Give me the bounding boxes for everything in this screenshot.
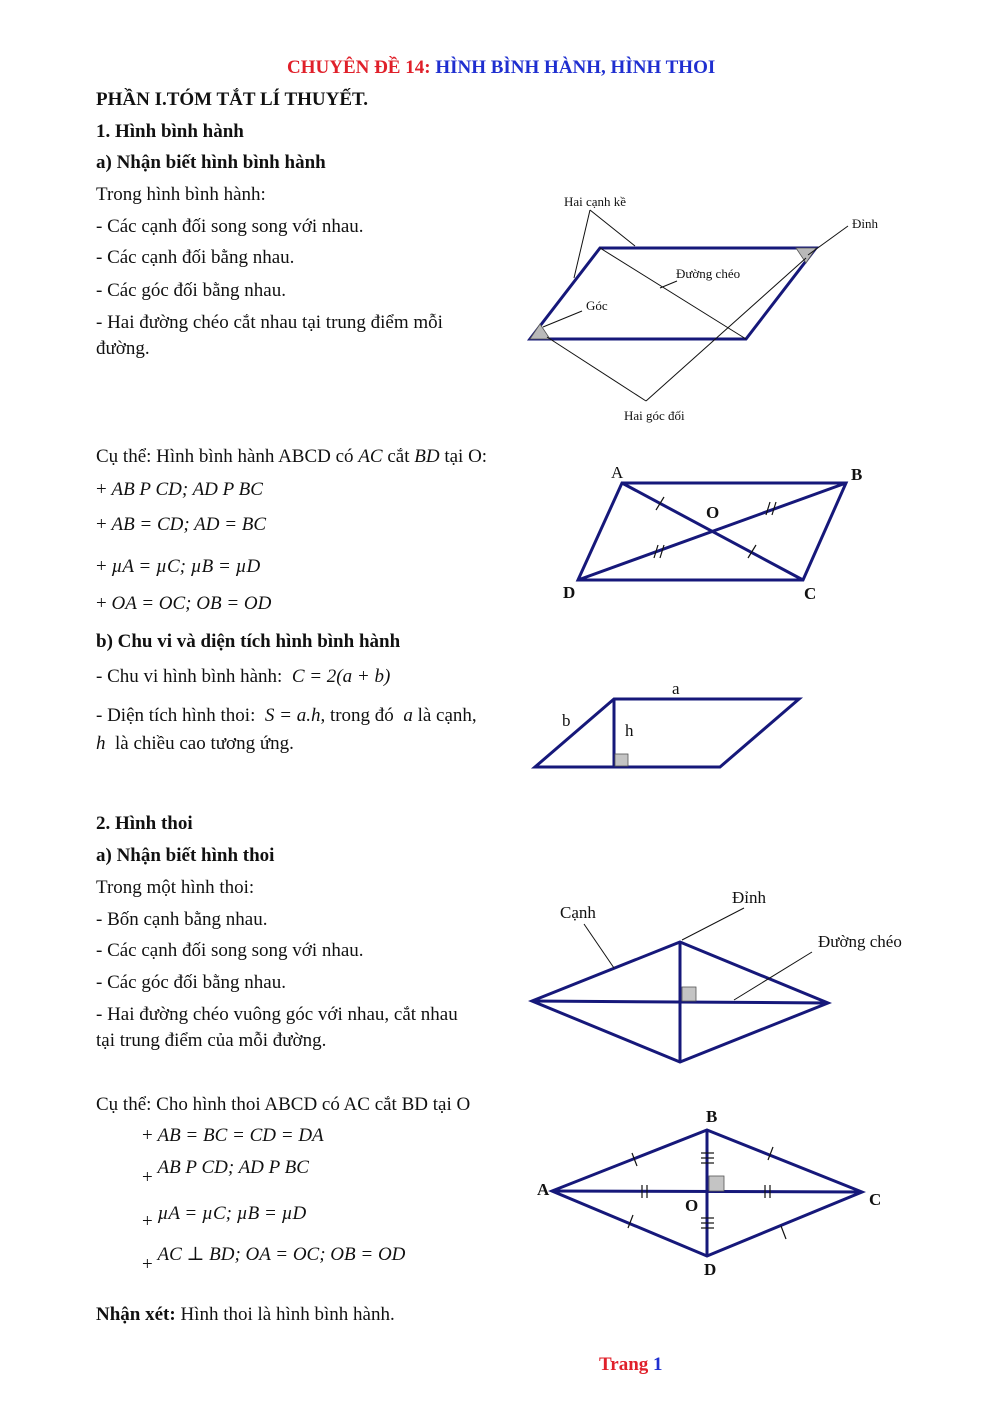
center-o-label: O [706, 503, 720, 522]
label-side: Cạnh [560, 903, 596, 922]
center-o-label: O [685, 1196, 699, 1215]
label-diagonal: Đường chéo [676, 266, 741, 281]
remark [96, 1304, 395, 1326]
parallelogram-prop-4-cont: đường. [96, 338, 150, 359]
section-parallelogram-heading: 1. Hình bình hành [96, 121, 244, 142]
parallelogram-prop-1: - Các cạnh đối song song với nhau. [96, 216, 364, 237]
rhombus-prop-1: - Bốn cạnh bằng nhau. [96, 909, 268, 930]
vertex-c-label: C [869, 1190, 882, 1209]
parallelogram-formula-3: + µA = µC; µB = µD [96, 556, 261, 577]
rhombus-formula-1: + AB = BC = CD = DA [142, 1125, 324, 1146]
page-word: Trang [599, 1354, 649, 1375]
rhombus-prop-4: - Hai đường chéo vuông góc với nhau, cắt nhau [96, 1004, 458, 1025]
tick-cd [781, 1226, 786, 1239]
rhombus-formula-3: + µA = µC; µB = µD [142, 1203, 307, 1232]
side-b-label: b [562, 711, 571, 730]
page-number: 1 [653, 1354, 663, 1375]
label-vertex: Đỉnh [732, 888, 766, 907]
remark-label: Nhận xét: [96, 1304, 176, 1325]
parallelogram-prop-3: - Các góc đối bằng nhau. [96, 280, 286, 301]
page-footer [599, 1354, 663, 1376]
parallelogram-intro: Trong hình bình hành: [96, 184, 266, 205]
remark-text: Hình thoi là hình bình hành. [180, 1304, 395, 1325]
rhombus-intro: Trong một hình thoi: [96, 877, 255, 898]
rhombus-recognize-heading: a) Nhận biết hình thoi [96, 845, 275, 866]
rhombus-formula-4: + AC ⊥ BD; OA = OC; OB = OD [142, 1244, 406, 1275]
vertex-a-label: A [537, 1180, 550, 1199]
parallelogram-prop-4: - Hai đường chéo cắt nhau tại trung điểm mỗi [96, 312, 443, 333]
side-a-label: a [672, 679, 680, 698]
parallelogram-prop-2: - Các cạnh đối bằng nhau. [96, 247, 295, 268]
label-angle: Góc [586, 298, 608, 313]
rhombus-formula-2: + AB P CD; AD P BC [142, 1157, 309, 1188]
parallelogram-recognize-heading: a) Nhận biết hình bình hành [96, 152, 326, 173]
vertex-d-label: D [704, 1260, 717, 1279]
rhombus-specific-intro: Cụ thể: Cho hình thoi ABCD có AC cắt BD tại O [96, 1094, 471, 1115]
perimeter-line: - Chu vi hình bình hành: C = 2(a + b) [96, 666, 391, 687]
vertex-b-label: B [851, 465, 863, 484]
label-adjacent-sides: Hai cạnh kề [564, 194, 627, 209]
label-opposite-angles: Hai góc đối [624, 408, 685, 423]
rhombus-prop-4-cont: tại trung điểm của mỗi đường. [96, 1030, 327, 1051]
parallelogram-specific-intro: Cụ thể: Hình bình hành ABCD có AC cắt BD tại O: [96, 446, 488, 467]
label-diagonal: Đường chéo [818, 932, 902, 951]
chapter-topic: HÌNH BÌNH HÀNH, HÌNH THOI [435, 57, 716, 78]
vertex-b-label: B [706, 1107, 718, 1126]
chapter-number: CHUYÊN ĐỀ 14: [287, 57, 431, 78]
label-vertex: Đỉnh [852, 216, 878, 231]
parallelogram-formula-2: + AB = CD; AD = BC [96, 514, 267, 535]
vertex-d-label: D [563, 583, 576, 602]
parallelogram-formula-1: + AB P CD; AD P BC [96, 479, 263, 500]
part-heading: PHẦN I.TÓM TẮT LÍ THUYẾT. [96, 89, 369, 110]
parallelogram-formula-4: + OA = OC; OB = OD [96, 593, 272, 614]
vertex-a-label: A [611, 463, 624, 482]
section-rhombus-heading: 2. Hình thoi [96, 813, 193, 834]
area-line-2: h là chiều cao tương ứng. [96, 733, 294, 754]
perimeter-area-heading: b) Chu vi và diện tích hình bình hành [96, 631, 401, 652]
rhombus-prop-2: - Các cạnh đối song song với nhau. [96, 940, 364, 961]
rhombus-prop-3: - Các góc đối bằng nhau. [96, 972, 286, 993]
vertex-c-label: C [804, 584, 817, 603]
area-line: - Diện tích hình thoi: S = a.h, trong đó a là cạnh, [96, 705, 477, 726]
height-h-label: h [625, 721, 634, 740]
right-angle-marker [709, 1176, 724, 1191]
